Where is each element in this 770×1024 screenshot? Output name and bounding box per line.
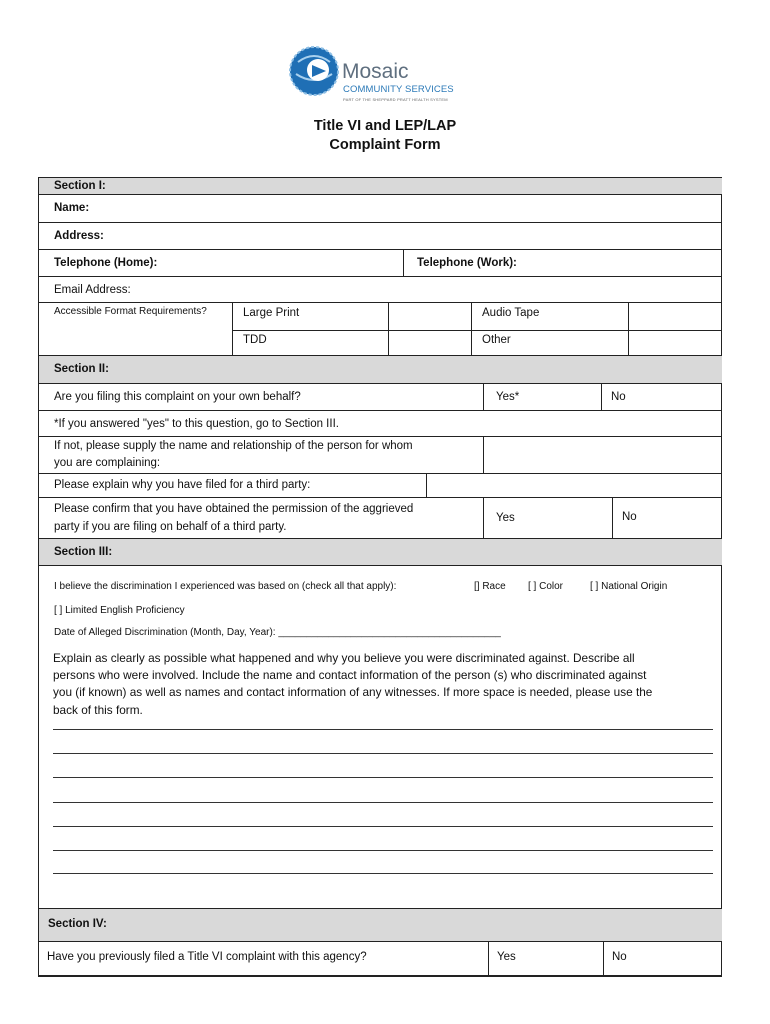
if-not-line-1: If not, please supply the name and relationship of the person for whom [54, 440, 413, 452]
permission-yes-option[interactable] [483, 498, 612, 538]
telephone-work-field[interactable] [403, 250, 722, 276]
national-origin-checkbox[interactable]: [ ] National Origin [590, 581, 668, 592]
writing-line[interactable] [53, 777, 713, 778]
previous-yes-option[interactable] [488, 942, 603, 975]
divider [629, 330, 722, 331]
audio-tape-label: Audio Tape [482, 307, 540, 319]
audio-tape-option[interactable] [471, 303, 628, 355]
section-2-header [39, 356, 722, 384]
writing-line[interactable] [53, 850, 713, 851]
section-3-header [39, 539, 722, 566]
own-behalf-yes-option[interactable] [483, 384, 601, 410]
divider [389, 330, 471, 331]
race-checkbox[interactable]: [] Race [474, 581, 506, 592]
form-title-line2: Complaint Form [329, 137, 441, 153]
discrimination-basis-label: I believe the discrimination I experienced was based on (check all that apply): [54, 581, 397, 592]
email-field[interactable] [39, 277, 722, 303]
accessible-format-row [39, 303, 722, 356]
explain-line-4: back of this form. [53, 703, 143, 717]
explain-line-3: you (if known) as well as names and contact information of any witnesses. If more space is needed, please use the [53, 685, 653, 699]
previous-yes-label: Yes [497, 951, 516, 963]
confirm-line-2: party if you are filing on behalf of a third party. [54, 521, 287, 533]
section-3-note-row [39, 411, 722, 437]
permission-no-option[interactable] [612, 498, 722, 538]
name-label: Name: [54, 202, 90, 214]
divider [472, 330, 628, 331]
large-print-label: Large Print [243, 307, 300, 319]
yes-star-label: Yes* [496, 391, 520, 403]
yes-label: Yes [496, 512, 515, 524]
tdd-label: TDD [243, 334, 267, 346]
logo-subtitle: COMMUNITY SERVICES [343, 84, 454, 95]
explain-third-party-label: Please explain why you have filed for a third party: [54, 479, 311, 491]
email-label: Email Address: [54, 284, 131, 296]
no-label-2: No [622, 511, 637, 523]
section-4-header [39, 908, 722, 942]
previous-no-option[interactable] [603, 942, 722, 975]
writing-line[interactable] [53, 802, 713, 803]
own-behalf-question: Are you filing this complaint on your own behalf? [54, 391, 301, 403]
telephone-home-field[interactable] [39, 250, 403, 276]
section-3-title: Section III: [54, 546, 113, 558]
section-4-title: Section IV: [48, 918, 107, 930]
writing-line[interactable] [53, 729, 713, 730]
explain-line-1: Explain as clearly as possible what happened and why you believe you were discriminated against. Describe all [53, 651, 635, 665]
address-label: Address: [54, 230, 104, 242]
large-print-option[interactable] [232, 303, 388, 355]
writing-line[interactable] [53, 873, 713, 874]
audio-tape-checkbox[interactable] [628, 303, 722, 355]
go-to-section-3-note: *If you answered "yes" to this question, go to Section III. [54, 418, 339, 430]
color-checkbox[interactable]: [ ] Color [528, 581, 564, 592]
permission-row [39, 498, 722, 539]
own-behalf-row [39, 384, 722, 411]
previous-complaint-question: Have you previously filed a Title VI complaint with this agency? [47, 951, 367, 963]
writing-line[interactable] [53, 753, 713, 754]
previous-complaint-row [39, 942, 722, 976]
address-field[interactable] [39, 223, 722, 250]
no-label: No [611, 391, 626, 403]
mosaic-logo [288, 40, 488, 106]
section-1-header [39, 178, 722, 195]
previous-no-label: No [612, 951, 627, 963]
third-party-name-row [39, 437, 722, 474]
other-label: Other [482, 334, 511, 346]
confirm-line-1: Please confirm that you have obtained the permission of the aggrieved [54, 503, 414, 515]
form-title-line1: Title VI and LEP/LAP [313, 118, 457, 134]
telephone-work-label: Telephone (Work): [417, 257, 517, 269]
divider [233, 330, 388, 331]
if-not-line-2: you are complaining: [54, 457, 161, 469]
section-1-title: Section I: [54, 180, 106, 192]
name-field[interactable] [39, 195, 722, 223]
own-behalf-no-option[interactable] [601, 384, 722, 410]
mosaic-globe-icon [288, 40, 340, 102]
logo-tagline: PART OF THE SHEPPARD PRATT HEALTH SYSTEM [343, 97, 448, 102]
telephone-row [39, 250, 722, 277]
third-party-reason-field[interactable] [426, 474, 722, 497]
large-print-checkbox[interactable] [388, 303, 471, 355]
telephone-home-label: Telephone (Home): [54, 257, 158, 269]
explain-line-2: persons who were involved. Include the name and contact information of the person (s) who discriminated against [53, 668, 647, 682]
section-2-title: Section II: [54, 363, 109, 375]
logo-name: Mosaic [342, 60, 409, 83]
third-party-reason-row [39, 474, 722, 498]
limited-english-checkbox[interactable]: [ ] Limited English Proficiency [54, 605, 185, 616]
third-party-name-field[interactable] [483, 437, 722, 473]
writing-line[interactable] [53, 826, 713, 827]
date-of-discrimination-field[interactable]: Date of Alleged Discrimination (Month, Day, Year): ________________________________________ [54, 627, 501, 638]
accessible-format-label: Accessible Format Requirements? [54, 306, 207, 317]
